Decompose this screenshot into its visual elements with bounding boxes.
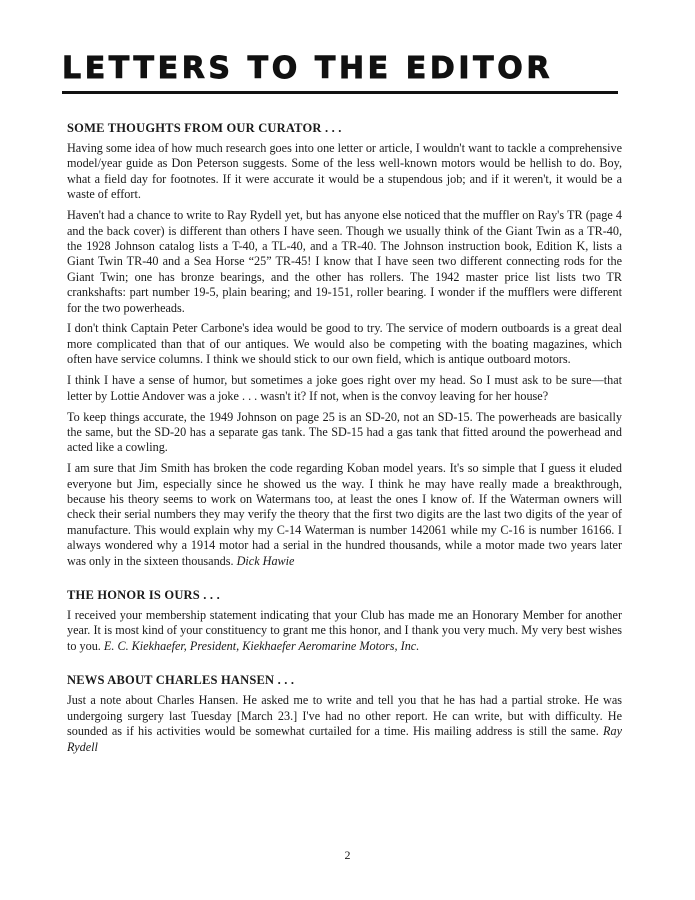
page-title: LETTERS TO THE EDITOR [62, 51, 554, 86]
letter-section-curator [67, 120, 622, 569]
letter-section-honor [67, 587, 622, 654]
letter-paragraph: I think I have a sense of humor, but sometimes a joke goes right over my head. So I must ask to be sure—that letter by Lottie Andover was a joke . . . wasn't it? If not, when is the convoy leaving for her house? [67, 373, 622, 403]
section-heading: NEWS ABOUT CHARLES HANSEN . . . [67, 673, 295, 688]
section-heading: SOME THOUGHTS FROM OUR CURATOR . . . [67, 121, 342, 135]
letter-paragraph: I am sure that Jim Smith has broken the code regarding Koban model years. It's so simple that I guess it eluded everyone but Jim, especially since he showed us the way. I think he may have really made a breakthrough, because his theory seems to work on Watermans too, at least the ones I know of. If the Waterman owners will check their serial numbers they may verify the theory that the first two digits are the last two digits of the year of manufacture. This would explain why my C-14 Waterman is number 142061 while my C-16 is number 16166. I always wondered why a 1914 motor had a serial in the hundred thousands, while a motor made two years later was only in the sixteen thousands. Dick Hawie [67, 461, 622, 568]
letter-paragraph: I don't think Captain Peter Carbone's idea would be good to try. The service of modern outboards is a great deal more complicated than that of our antiques. We would also be competing with the boating magazines, which often have service columns. I think we should stick to our own field, which is antique outboard motors. [67, 321, 622, 367]
letter-paragraph: To keep things accurate, the 1949 Johnson on page 25 is an SD-20, not an SD-15. The powerheads are basically the same, but the SD-20 has a separate gas tank. The SD-15 had a gas tank that fitted around the powerhead and acted like a cowling. [67, 409, 622, 455]
letter-signature: Ray Rydell [67, 724, 622, 754]
letters-column [67, 120, 622, 760]
letter-paragraph: I received your membership statement indicating that your Club has made me an Honorary Member for another year. It is most kind of your constituency to grant me this honor, and I thank you very much. My very best wishes to you. E. C. Kiekhaefer, President, Kiekhaefer Aeromarine Motors, Inc. [67, 608, 622, 653]
letter-signature: E. C. Kiekhaefer, President, Kiekhaefer Aeromarine Motors, Inc. [103, 638, 420, 653]
letter-paragraph: Haven't had a chance to write to Ray Rydell yet, but has anyone else noticed that the muffler on Ray's TR (page 4 and the back cover) is different than others I have seen. Though we usually think of the Giant Twin as a TR-40, the 1928 Johnson catalog lists a T-40, a TL-40, and a TR-40. The Johnson instruction book, Edition K, lists a Giant Twin TR-40 and a Sea Horse “25” TR-45! I know that I have seen two different connecting rods for the Giant Twin; one has bronze bearings, and the other has rollers. The 1942 master price list lists two TR crankshafts: part number 19-5, plain bearing; and 19-151, roller bearing. I wonder if the mufflers were different for the two powerheads. [67, 208, 622, 315]
letter-paragraph: Just a note about Charles Hansen. He asked me to write and tell you that he has had a partial stroke. He was undergoing surgery last Tuesday [March 23.] I've had no other report. He can write, but with difficulty. He sounded as if his activities would be somewhat curtailed for a time. His mailing address is still the same. Ray Rydell [67, 693, 622, 754]
letter-paragraph: Having some idea of how much research goes into one letter or article, I wouldn't want to tackle a comprehensive model/year guide as Don Peterson suggests. Some of the less well-known motors would be hellish to do. Boy, what a field day for footnotes. If it were accurate it would be a stupendous job; and if it weren't, it would be a waste of effort. [67, 141, 622, 202]
letter-signature: Dick Hawie [236, 553, 295, 568]
section-heading: THE HONOR IS OURS . . . [67, 588, 220, 603]
masthead [62, 51, 618, 88]
page-number: 2 [344, 848, 351, 862]
title-underline-rule [62, 91, 618, 94]
letter-section-hansen [67, 672, 622, 755]
